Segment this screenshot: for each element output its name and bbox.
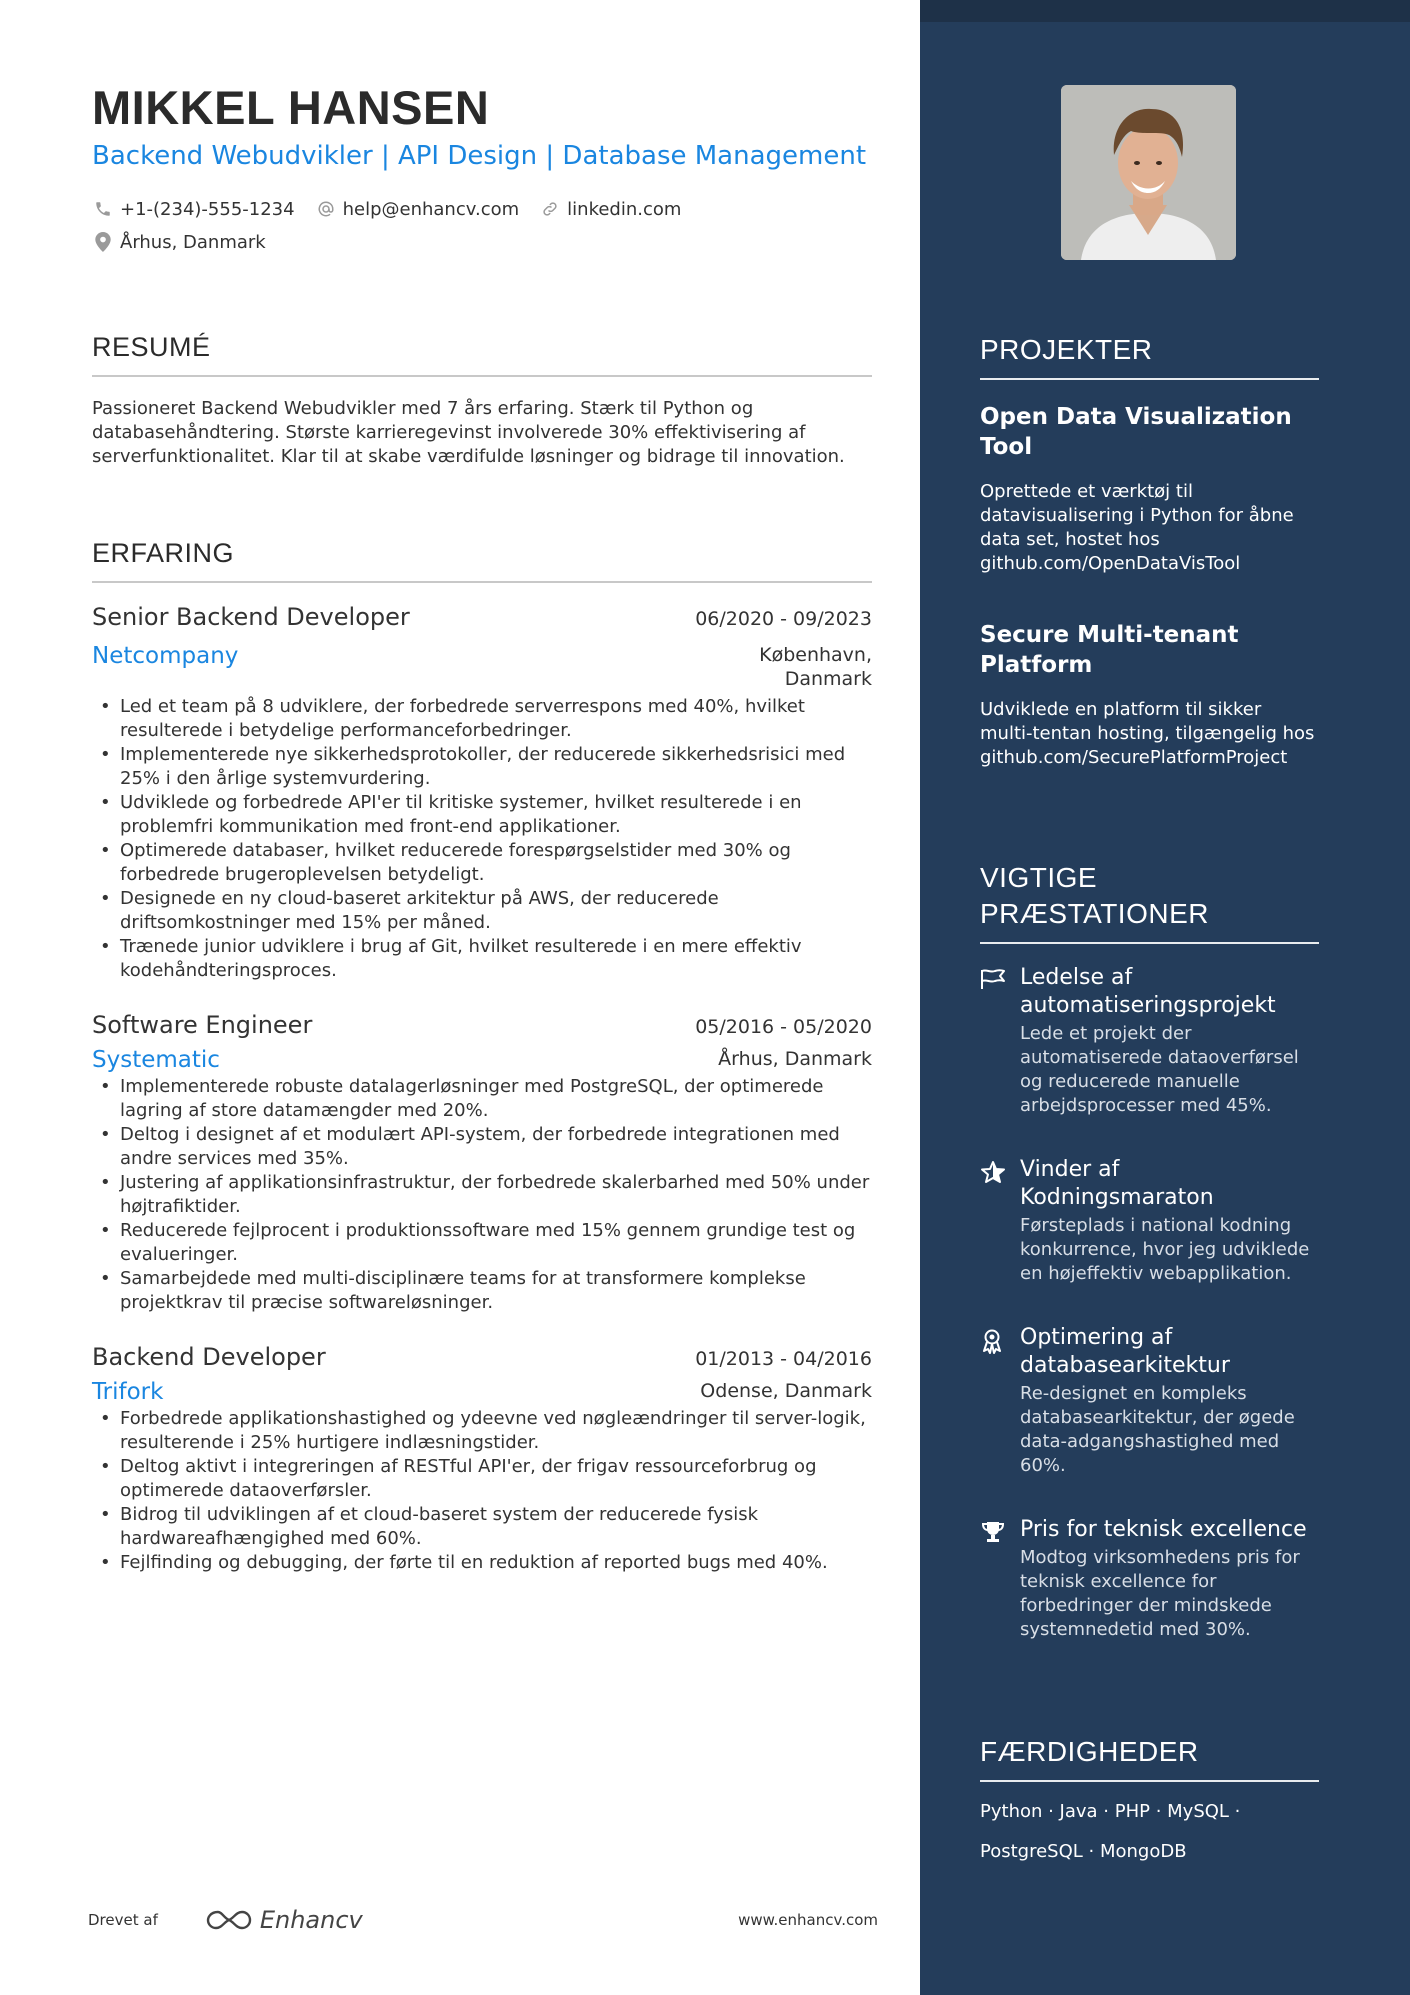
powered-by-label: Drevet af xyxy=(88,1911,158,1929)
link-icon xyxy=(539,199,561,219)
experience-heading: ERFARING xyxy=(92,538,235,568)
summary-heading: RESUMÉ xyxy=(92,332,211,362)
sidebar xyxy=(920,0,1410,1995)
bullet: • Implementerede nye sikkerhedsprotokoller, der reducerede sikkerhedsrisici med 25% i den årlige systemvurdering. xyxy=(92,743,872,791)
phone-text: +1-(234)-555-1234 xyxy=(120,198,295,220)
job-bullets xyxy=(92,1407,872,1575)
job-location-line2: Danmark xyxy=(784,668,872,690)
flag-icon xyxy=(980,964,1020,1118)
projects-divider xyxy=(980,378,1319,380)
job-entry xyxy=(92,1343,872,1575)
skills-list xyxy=(980,1792,1319,1872)
achievements-section xyxy=(980,860,1319,1642)
skills-section xyxy=(980,1734,1319,1872)
bullet: • Reducerede fejlprocent i produktionssoftware med 15% gennem grundige test og evalueringer. xyxy=(92,1219,872,1267)
achievement-description: Lede et projekt der automatiserede dataoverførsel og reducerede manuelle arbejdsprocesser med 45%. xyxy=(1020,1023,1299,1116)
projects-section xyxy=(980,332,1319,770)
job-location-line1: København, xyxy=(759,644,872,666)
candidate-name: MIKKEL HANSEN xyxy=(92,81,490,134)
achievement-item xyxy=(980,964,1319,1118)
summary-section xyxy=(92,332,872,469)
achievement-item xyxy=(980,1156,1319,1286)
bullet: • Designede en ny cloud-baseret arkitektur på AWS, der reducerede driftsomkostninger med 15% per måned. xyxy=(92,887,872,935)
experience-divider xyxy=(92,581,872,583)
project-description: Oprettede et værktøj til datavisualisering i Python for åbne data set, hostet hos github.com/OpenDataVisTool xyxy=(980,481,1294,574)
brand-logo[interactable] xyxy=(206,1906,363,1934)
bullet: • Udviklede og forbedrede API'er til kritiske systemer, hvilket resulterede i en problemfri kommunikation med front-end applikationer. xyxy=(92,791,872,839)
skills-heading: FÆRDIGHEDER xyxy=(980,1736,1199,1767)
job-entry xyxy=(92,603,872,983)
job-location: Odense, Danmark xyxy=(700,1380,872,1402)
at-sign-icon xyxy=(315,199,337,219)
projects-heading: PROJEKTER xyxy=(980,334,1153,365)
achievement-title: Pris for teknisk excellence xyxy=(1020,1517,1307,1542)
achievements-heading: VIGTIGE PRÆSTATIONER xyxy=(980,862,1209,929)
project-description: Udviklede en platform til sikker multi-tentan hosting, tilgængelig hos github.com/SecurePlatformProject xyxy=(980,699,1315,768)
bullet: • Trænede junior udviklere i brug af Git, hvilket resulterede i en mere effektiv kodehåndteringsproces. xyxy=(92,935,872,983)
location-pin-icon xyxy=(92,232,114,252)
contact-location xyxy=(92,232,266,253)
project-item xyxy=(980,402,1319,576)
tagline: Backend Webudvikler | API Design | Database Management xyxy=(92,141,867,171)
contact-phone xyxy=(92,199,295,220)
bullet: • Deltog i designet af et modulært API-system, der forbedrede integrationen med andre services med 35%. xyxy=(92,1123,872,1171)
skills-divider xyxy=(980,1780,1319,1782)
achievement-item xyxy=(980,1324,1319,1478)
project-item xyxy=(980,620,1319,770)
job-location: Århus, Danmark xyxy=(718,1048,872,1070)
bullet: • Deltog aktivt i integreringen af RESTful API'er, der frigav ressourceforbrug og optimerede dataoverførsler. xyxy=(92,1455,872,1503)
company-name: Netcompany xyxy=(92,643,239,669)
job-dates: 06/2020 - 09/2023 xyxy=(695,608,872,630)
sidebar-top-band xyxy=(920,0,1410,22)
bullet: • Fejlfinding og debugging, der førte til en reduktion af reported bugs med 40%. xyxy=(92,1551,872,1575)
achievement-item xyxy=(980,1516,1319,1642)
contact-email[interactable] xyxy=(315,199,520,220)
trophy-icon xyxy=(980,1516,1020,1642)
achievement-title: Vinder af Kodningsmaraton xyxy=(1020,1157,1214,1210)
project-title: Open Data Visualization Tool xyxy=(980,404,1292,460)
achievement-description: Førsteplads i national kodning konkurrence, hvor jeg udviklede en højeffektiv webapplikation. xyxy=(1020,1215,1310,1284)
bullet: • Optimerede databaser, hvilket reducerede forespørgselstider med 30% og forbedrede brugeroplevelsen betydeligt. xyxy=(92,839,872,887)
linkedin-text: linkedin.com xyxy=(567,198,682,220)
contact-info xyxy=(92,196,912,262)
medal-icon xyxy=(980,1324,1020,1478)
skills-line: Python · Java · PHP · MySQL · xyxy=(980,1801,1241,1822)
summary-divider xyxy=(92,375,872,377)
bullet: • Forbedrede applikationshastighed og ydeevne ved nøgleændringer til server-logik, resulterende i 25% hurtigere indlæsningstider. xyxy=(92,1407,872,1455)
job-bullets xyxy=(92,695,872,983)
achievement-description: Modtog virksomhedens pris for teknisk excellence for forbedringer der mindskede systemnedetid med 30%. xyxy=(1020,1547,1300,1640)
job-title: Software Engineer xyxy=(92,1011,313,1039)
company-name: Trifork xyxy=(92,1379,164,1405)
job-dates: 01/2013 - 04/2016 xyxy=(695,1348,872,1370)
summary-text: Passioneret Backend Webudvikler med 7 års erfaring. Stærk til Python og databasehåndtering. Største karrieregevinst involverede 30% effektivisering af serverfunktionalitet. Klar til at skabe værdifulde løsninger og bidrage til innovation. xyxy=(92,398,845,467)
location-text: Århus, Danmark xyxy=(120,231,266,253)
achievement-title: Ledelse af automatiseringsprojekt xyxy=(1020,965,1276,1018)
achievement-description: Re-designet en kompleks databasearkitektur, der øgede data-adgangshastighed med 60%. xyxy=(1020,1383,1295,1476)
achievements-divider xyxy=(980,942,1319,944)
phone-icon xyxy=(92,199,114,219)
job-entry xyxy=(92,1011,872,1315)
experience-section xyxy=(92,538,872,1575)
job-title: Backend Developer xyxy=(92,1343,326,1371)
footer-url[interactable]: www.enhancv.com xyxy=(738,1911,878,1929)
job-bullets xyxy=(92,1075,872,1315)
bullet: • Implementerede robuste datalagerløsninger med PostgreSQL, der optimerede lagring af store datamængder med 20%. xyxy=(92,1075,872,1123)
footer xyxy=(88,1900,878,1940)
contact-linkedin[interactable] xyxy=(539,199,681,220)
enhancv-logo-icon xyxy=(206,1908,252,1932)
bullet: • Led et team på 8 udviklere, der forbedrede serverrespons med 40%, hvilket resulterede i betydelige performanceforbedringer. xyxy=(92,695,872,743)
achievement-title: Optimering af databasearkitektur xyxy=(1020,1325,1230,1378)
brand-name: Enhancv xyxy=(259,1906,363,1934)
star-icon xyxy=(980,1156,1020,1286)
skills-line: PostgreSQL · MongoDB xyxy=(980,1841,1187,1862)
bullet: • Samarbejdede med multi-disciplinære teams for at transformere komplekse projektkrav til præcise softwareløsninger. xyxy=(92,1267,872,1315)
profile-photo xyxy=(1061,85,1236,260)
bullet: • Justering af applikationsinfrastruktur, der forbedrede skalerbarhed med 50% under højtrafiktider. xyxy=(92,1171,872,1219)
project-title: Secure Multi-tenant Platform xyxy=(980,622,1239,678)
company-name: Systematic xyxy=(92,1047,220,1073)
job-dates: 05/2016 - 05/2020 xyxy=(695,1016,872,1038)
email-text: help@enhancv.com xyxy=(342,198,520,220)
job-title: Senior Backend Developer xyxy=(92,603,410,631)
bullet: • Bidrog til udviklingen af et cloud-baseret system der reducerede fysisk hardwareafhængighed med 60%. xyxy=(92,1503,872,1551)
job-location xyxy=(759,643,872,691)
